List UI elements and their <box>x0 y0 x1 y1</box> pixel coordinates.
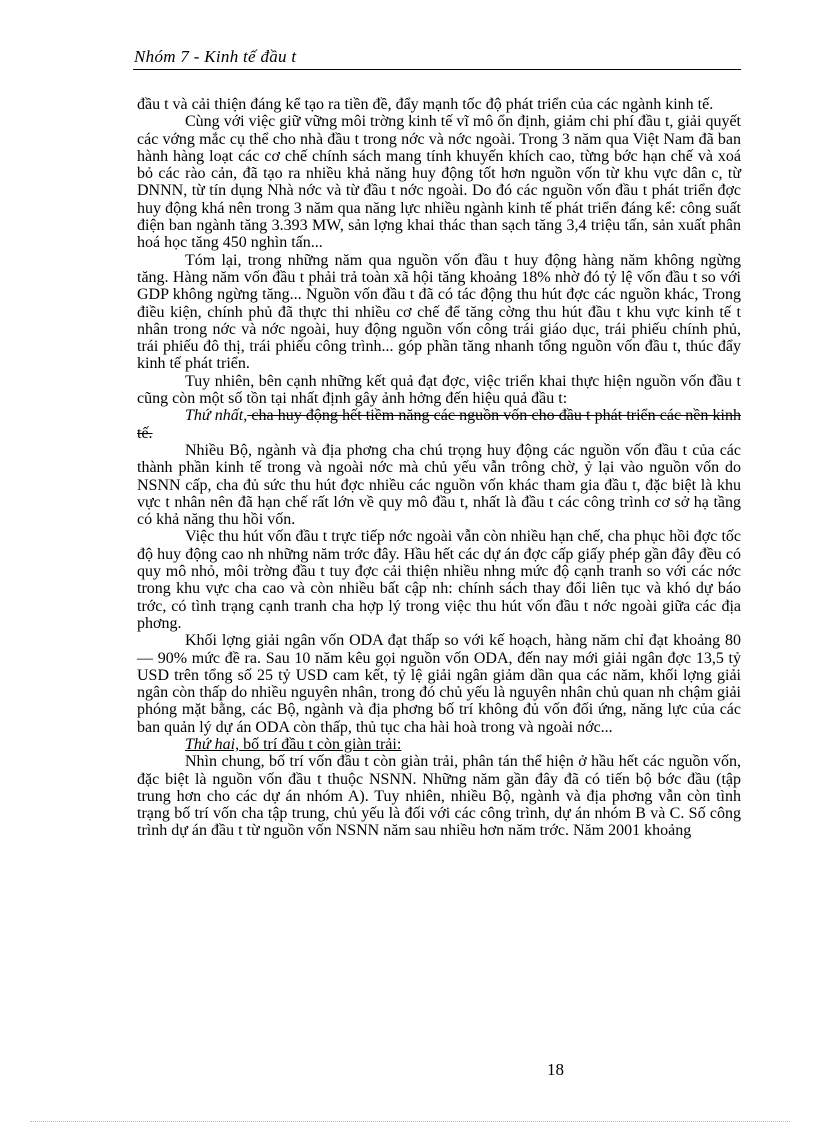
point-text: cha huy động hết tiềm năng các nguồn vốn cho đầu t phát triển các nền kinh tế. <box>137 407 741 442</box>
paragraph: Nhiều Bộ, ngành và địa phơng cha chú trọng huy động các nguồn vốn đầu t của các thành phần kinh tế trong và ngoài nớc mà chủ yếu vẫn trông chờ, ỷ lại vào nguồn vốn do NSNN cấp, cha đủ sức thu hút đợc nhiều các nguồn vốn khác tham gia đầu t, đặc biệt là khu vực t nhân nên đã hạn chế rất lớn về quy mô đầu t, nhất là đầu t các công trình cơ sở hạ tầng có khả năng thu hồi vốn. <box>137 441 741 529</box>
document-body <box>137 96 741 840</box>
point-lead: Thứ hai, <box>185 735 240 753</box>
page-bottom-divider <box>30 1121 790 1122</box>
point-heading-1 <box>137 407 741 442</box>
page-number: 18 <box>547 1060 564 1079</box>
paragraph: đầu t và cải thiện đáng kể tạo ra tiền đề, đẩy mạnh tốc độ phát triển của các ngành kinh tế. <box>137 96 714 113</box>
paragraph: Việc thu hút vốn đầu t trực tiếp nớc ngoài vẫn còn nhiều hạn chế, cha phục hồi đợc tốc độ huy động cao nh những năm trớc đây. Hầu hết các dự án đợc cấp giấy phép gần đây đều có quy mô nhỏ, môi trờng đầu t tuy đợc cải thiện nhiều nhng mức độ cạnh tranh so với các nớc trong khu vực cha cao và còn nhiều bất cập nh: chính sách thay đổi liên tục và khó dự báo trớc, có tình trạng cạnh tranh cha hợp lý trong việc thu hút vốn đầu t nớc ngoài giữa các địa phơng. <box>137 528 741 632</box>
point-lead: Thứ nhất, <box>185 407 248 425</box>
paragraph: Khối lợng giải ngân vốn ODA đạt thấp so với kế hoạch, hàng năm chỉ đạt khoảng 80 — 90% mức đề ra. Sau 10 năm kêu gọi nguồn vốn ODA, đến nay mới giải ngân đợc 13,5 tỷ USD trên tổng số 25 tỷ USD cam kết, tỷ lệ giải ngân giảm dần qua các năm, khối lợng giải ngân còn thấp do nhiều nguyên nhân, trong đó chủ yếu là nguyên nhân chủ quan nh chậm giải phóng mặt bằng, các Bộ, ngành và địa phơng bố trí không đủ vốn đối ứng, năng lực của các ban quản lý dự án ODA còn thấp, thủ tục cha hài hoà trong và ngoài nớc... <box>137 632 741 736</box>
paragraph: Nhìn chung, bố trí vốn đầu t còn giàn trải, phân tán thể hiện ở hầu hết các nguồn vốn, đặc biệt là nguồn vốn đầu t thuộc NSNN. Những năm gần đây đã có tiến bộ bớc đầu (tập trung hơn cho các dự án nhóm A). Tuy nhiên, nhiều Bộ, ngành và địa phơng vẫn còn tình trạng bố trí vốn cha tập trung, chủ yếu là đối với các công trình, dự án nhóm B và C. Số công trình dự án đầu t từ nguồn vốn NSNN năm sau nhiều hơn năm trớc. Năm 2001 khoảng <box>137 753 741 840</box>
paragraph: Tóm lại, trong những năm qua nguồn vốn đầu t huy động hàng năm không ngừng tăng. Hàng năm vốn đầu t phải trả toàn xã hội tăng khoảng 18% nhờ đó tỷ lệ vốn đầu t so với GDP không ngừng tăng... Nguồn vốn đầu t đã có tác động thu hút đợc các nguồn khác, Trong điều kiện, chính phủ đã thực thi nhiều cơ chế để tăng cờng thu hút đầu t khu vực kinh tế t nhân trong nớc và nớc ngoài, huy động nguồn vốn công trái giáo dục, trái phiếu chính phủ, trái phiếu đô thị, trái phiếu công trình... góp phần tăng nhanh tổng nguồn vốn đầu t, thúc đẩy kinh tế phát triển. <box>137 251 741 373</box>
paragraph: Tuy nhiên, bên cạnh những kết quả đạt đợc, việc triển khai thực hiện nguồn vốn đầu t cũng còn một số tồn tại nhất định gây ảnh hởng đến hiệu quả đầu t: <box>137 372 741 408</box>
point-heading-2 <box>137 736 741 753</box>
point-text: bố trí đầu t còn giàn trải: <box>239 735 402 753</box>
header-title: Nhóm 7 - Kinh tế đầu t <box>134 47 297 66</box>
page-header <box>133 47 741 70</box>
paragraph: Cùng với việc giữ vững môi trờng kinh tế vĩ mô ổn định, giảm chi phí đầu t, giải quyết các vớng mắc cụ thể cho nhà đầu t trong nớc và nớc ngoài. Trong 3 năm qua Việt Nam đã ban hành hàng loạt các cơ chế chính sách mang tính khuyến khích cao, từng bớc hạn chế và xoá bỏ các rào cản, đã tạo ra nhiều khả năng huy động tốt hơn nguồn vốn từ khu vực dân c, từ DNNN, từ tín dụng Nhà nớc và từ đầu t nớc ngoài. Do đó các nguồn vốn đầu t phát triển đợc huy động khá nên trong 3 năm qua năng lực nhiều ngành kinh tế phát triển đáng kể: công suất điện ban ngành tăng 3.393 MW, sản lợng khai thác than sạch tăng 3,4 triệu tấn, sản xuất phân hoá học tăng 450 nghìn tấn... <box>137 113 741 252</box>
